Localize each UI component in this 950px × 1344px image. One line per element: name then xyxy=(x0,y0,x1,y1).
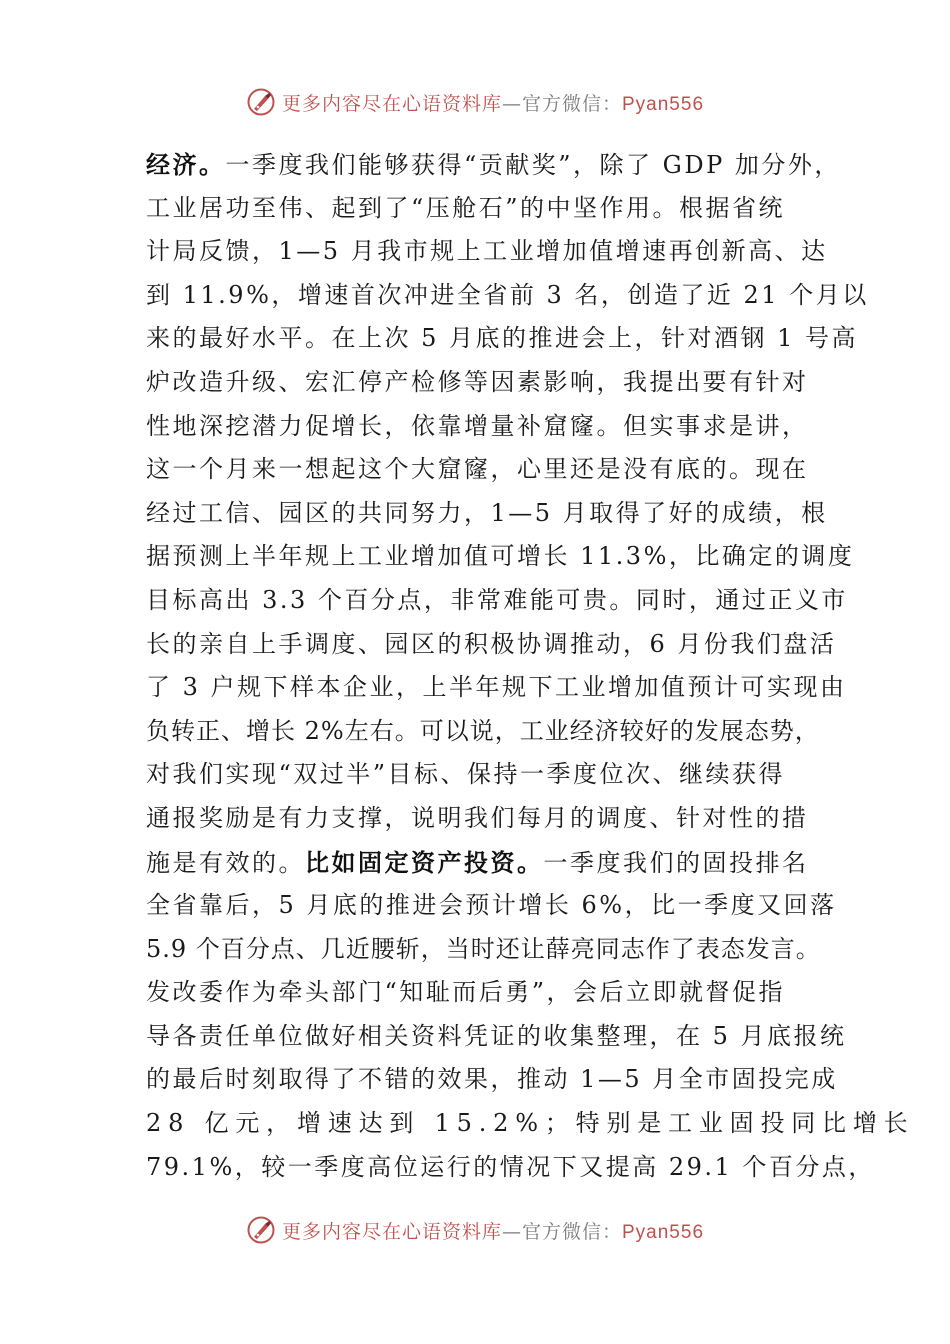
text-line xyxy=(146,274,869,318)
watermark-dash: — xyxy=(501,92,522,115)
line-text: 工业居功至伟、起到了“压舱石”的中坚作用。根据省统 xyxy=(146,193,786,222)
header-watermark-banner xyxy=(0,82,950,122)
watermark-text xyxy=(282,1217,704,1244)
bold-phrase: 经济。 xyxy=(146,150,226,179)
text-line xyxy=(146,928,821,972)
line-text: 长的亲自上手调度、园区的积极协调推动，6 月份我们盘活 xyxy=(146,629,837,658)
bold-phrase: 比如固定资产投资。 xyxy=(305,847,544,877)
text-line xyxy=(146,1015,847,1059)
line-text: 性地深挖潜力促增长，依靠增量补窟窿。但实事求是讲， xyxy=(146,411,809,440)
text-line xyxy=(146,753,806,797)
line-text: 28 亿元，增速达到 15.2%；特别是工业固投同比增长 xyxy=(146,1109,915,1138)
text-line xyxy=(146,361,809,405)
text-line xyxy=(146,666,847,710)
line-text: 全省靠后，5 月底的推进会预计增长 6%，比一季度又回落 xyxy=(146,891,837,920)
watermark-wechat-label: 官方微信： xyxy=(521,1220,622,1243)
text-line xyxy=(146,841,809,885)
text-line xyxy=(146,405,809,449)
line-text: 5.9 个百分点、几近腰斩，当时还让薛亮同志作了表态发言。 xyxy=(146,934,821,963)
line-text: 对我们实现“双过半”目标、保持一季度位次、继续获得 xyxy=(146,760,786,789)
watermark-wechat-label: 官方微信： xyxy=(521,92,622,115)
watermark-account: Pyan556 xyxy=(622,93,705,115)
line-text: 目标高出 3.3 个百分点，非常难能可贵。同时，通过正义市 xyxy=(146,585,848,614)
line-text: 据预测上半年规上工业增加值可增长 11.3%，比确定的调度 xyxy=(146,542,855,571)
footer-watermark-banner xyxy=(0,1210,950,1250)
text-line xyxy=(146,1058,838,1102)
line-text: 经过工信、园区的共同努力，1—5 月取得了好的成绩，根 xyxy=(146,498,828,527)
line-text: 发改委作为牵头部门“知耻而后勇”，会后立即就督促指 xyxy=(146,978,786,1007)
text-line xyxy=(146,797,809,841)
text-line xyxy=(146,579,848,623)
line-text: 通报奖励是有力支撑，说明我们每月的调度、针对性的措 xyxy=(146,803,809,832)
line-text-tail: 一季度我们的固投排名 xyxy=(543,848,809,877)
text-line xyxy=(146,317,859,361)
text-line xyxy=(146,884,837,928)
text-line xyxy=(146,143,841,187)
watermark-site-name: 更多内容尽在心语资料库 xyxy=(281,1220,502,1243)
line-text: 一季度我们能够获得“贡献奖”，除了 GDP 加分外， xyxy=(225,151,841,179)
text-line xyxy=(146,971,806,1015)
watermark-text xyxy=(282,89,704,116)
line-text: 了 3 户规下样本企业，上半年规下工业增加值预计可实现由 xyxy=(146,673,847,702)
line-text: 施是有效的。 xyxy=(146,848,305,877)
document-body xyxy=(146,143,915,1189)
line-text: 导各责任单位做好相关资料凭证的收集整理，在 5 月底报统 xyxy=(146,1021,847,1050)
line-text: 79.1%，较一季度高位运行的情况下又提高 29.1 个百分点， xyxy=(146,1152,875,1181)
line-text: 炉改造升级、宏汇停产检修等因素影响，我提出要有针对 xyxy=(146,367,809,396)
pen-nib-circle-icon xyxy=(246,1215,276,1245)
line-text: 这一个月来一想起这个大窟窿，心里还是没有底的。现在 xyxy=(146,455,809,484)
watermark-account: Pyan556 xyxy=(622,1221,705,1243)
text-line xyxy=(146,492,828,536)
line-text: 来的最好水平。在上次 5 月底的推进会上，针对酒钢 1 号高 xyxy=(146,324,859,353)
text-line xyxy=(146,448,809,492)
line-text: 计局反馈，1—5 月我市规上工业增加值增速再创新高、达 xyxy=(146,237,828,266)
pen-nib-circle-icon xyxy=(246,87,276,117)
watermark-dash: — xyxy=(501,1220,522,1243)
watermark-site-name: 更多内容尽在心语资料库 xyxy=(281,92,502,115)
text-line xyxy=(146,710,820,754)
line-text: 的最后时刻取得了不错的效果，推动 1—5 月全市固投完成 xyxy=(146,1065,838,1094)
line-text: 负转正、增长 2%左右。可以说，工业经济较好的发展态势， xyxy=(146,716,820,745)
text-line xyxy=(146,623,837,667)
text-line xyxy=(146,1146,875,1190)
text-line xyxy=(146,187,806,231)
text-line xyxy=(146,230,828,274)
text-line xyxy=(146,535,855,579)
text-line xyxy=(146,1102,915,1146)
line-text: 到 11.9%，增速首次冲进全省前 3 名，创造了近 21 个月以 xyxy=(146,280,869,309)
